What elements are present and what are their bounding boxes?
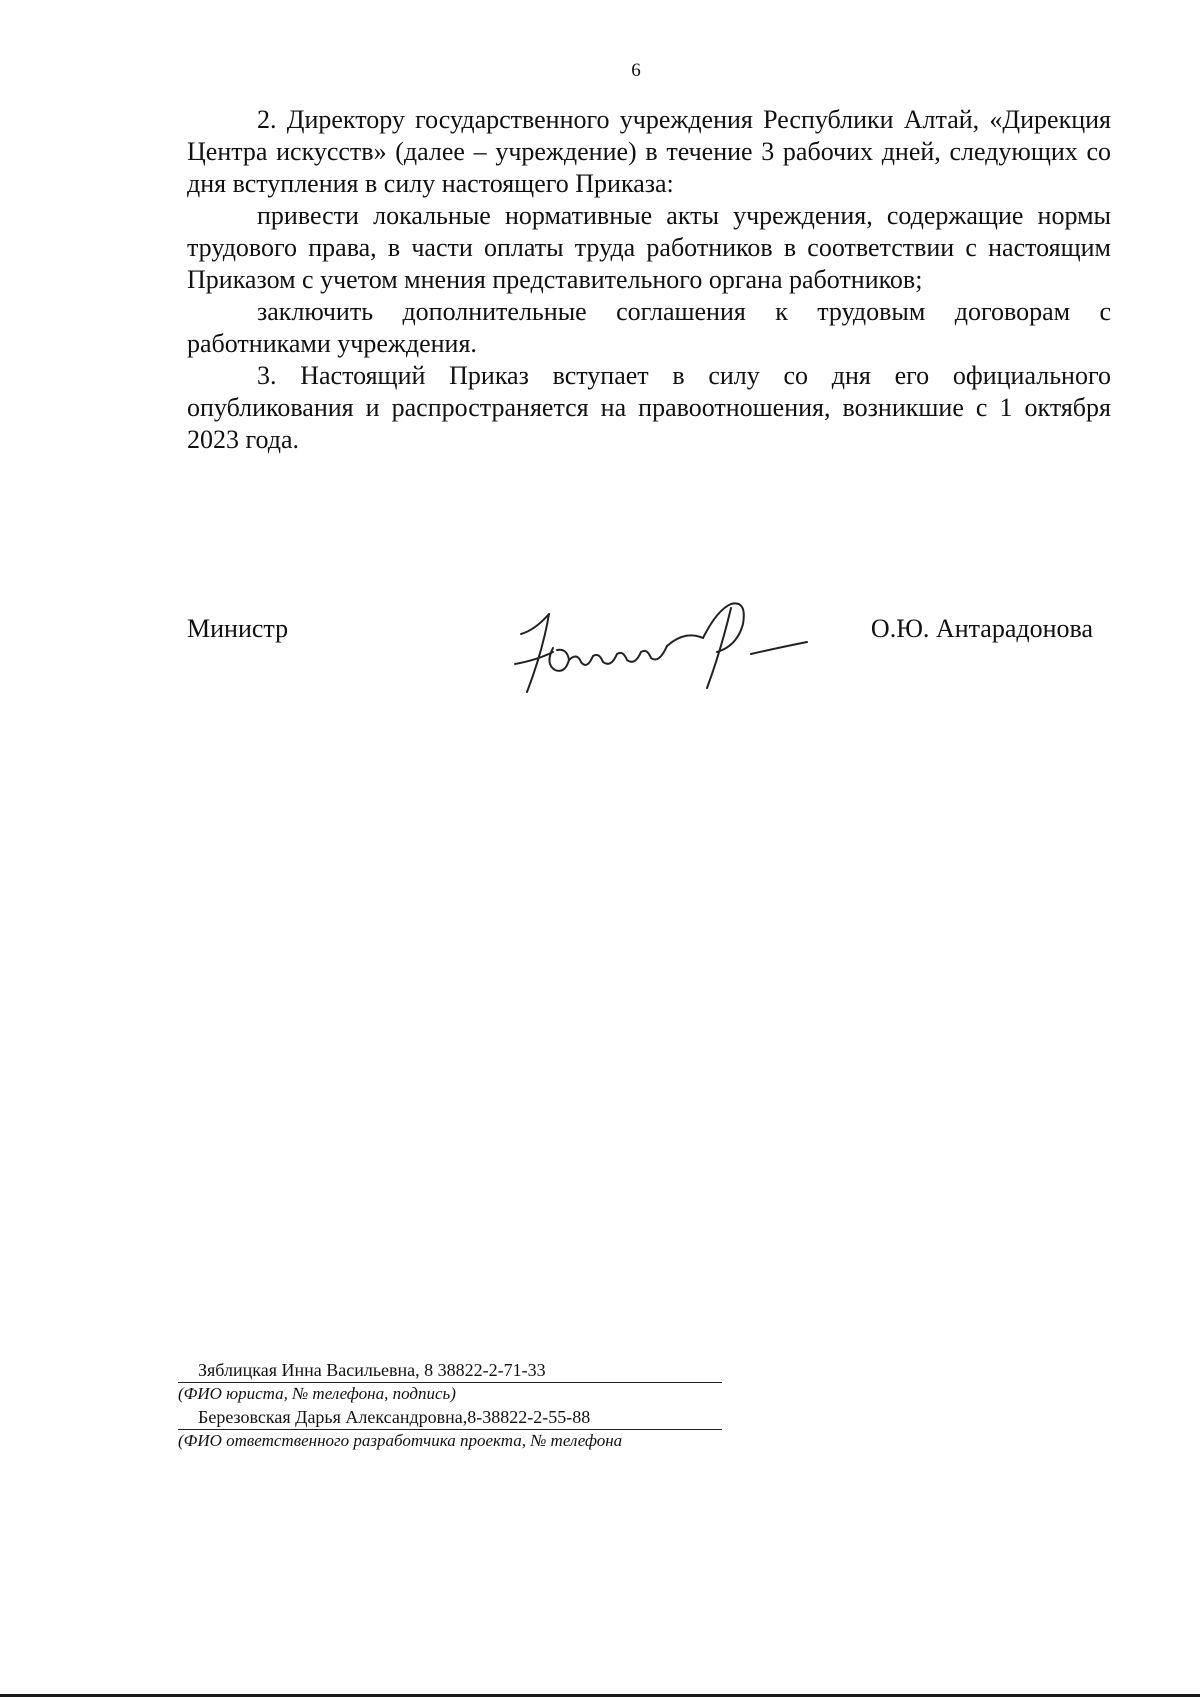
signatory-name: О.Ю. Антарадонова xyxy=(870,614,1093,643)
lawyer-caption: (ФИО юриста, № телефона, подпись) xyxy=(178,1384,456,1403)
page-number: 6 xyxy=(631,60,641,81)
paragraph-2-item-2: заключить дополнительные соглашения к трудовым договорам с работниками учреждения. xyxy=(187,297,1111,358)
signature-block xyxy=(187,604,1111,704)
handwritten-signature xyxy=(507,590,827,700)
developer-info: Березовская Дарья Александровна,8-38822-2-55-88 xyxy=(178,1405,722,1430)
lawyer-info: Зяблицкая Инна Васильевна, 8 38822-2-71-33 xyxy=(178,1358,722,1383)
paragraph-2-item-1: привести локальные нормативные акты учреждения, содержащие нормы трудового права, в части оплаты труда работников в соответствии с настоящим Приказом с учетом мнения представительного органа работников; xyxy=(187,201,1111,294)
paragraph-3: 3. Настоящий Приказ вступает в силу со дня его официального опубликования и распространяется на правоотношения, возникшие с 1 октября 2023 года. xyxy=(187,361,1111,454)
signatory-title: Министр xyxy=(187,614,289,643)
footer-block xyxy=(178,1358,722,1452)
paragraph-2: 2. Директору государственного учреждения Республики Алтай, «Дирекция Центра искусств» (далее – учреждение) в течение 3 рабочих дней, следующих со дня вступления в силу настоящего Приказа: xyxy=(187,105,1111,198)
developer-caption: (ФИО ответственного разработчика проекта, № телефона xyxy=(178,1431,623,1450)
document-body xyxy=(187,104,1111,456)
